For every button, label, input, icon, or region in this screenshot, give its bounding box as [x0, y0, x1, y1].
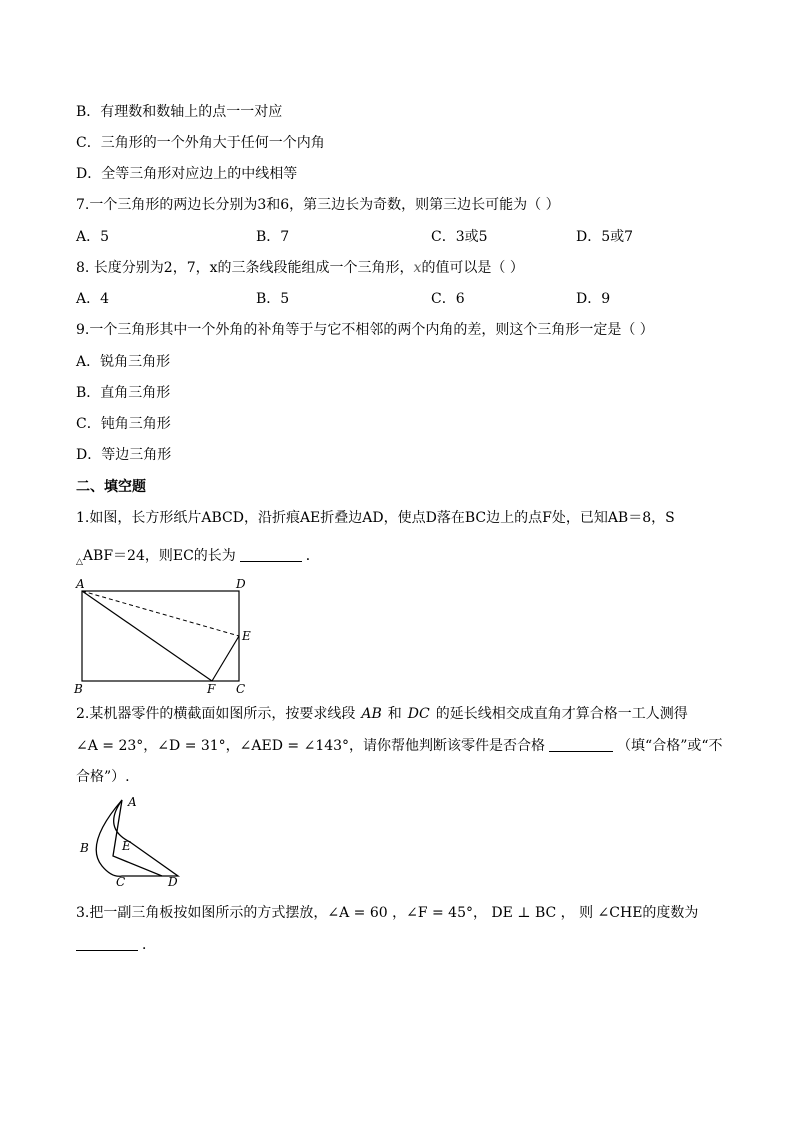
- label-a: A: [128, 795, 137, 809]
- q8-option-d: D．9: [576, 291, 611, 307]
- label-c: C: [116, 875, 126, 888]
- segment-fe: [212, 636, 239, 681]
- label-c: C: [236, 682, 246, 696]
- q8-option-a: A．4: [76, 291, 110, 307]
- rectangle-abcd: [82, 591, 239, 681]
- fq2-line1-post: 的延长线相交成直角才算合格一工人测得: [435, 706, 688, 722]
- q9-option-d: D．等边三角形: [76, 447, 172, 463]
- machine-part-figure: [78, 792, 190, 888]
- q9-option-c: C．钝角三角形: [76, 416, 171, 432]
- fq1-line2-post: ．: [305, 548, 320, 564]
- fq1-answer-blank[interactable]: [240, 547, 302, 562]
- label-e: E: [242, 629, 251, 643]
- label-d: D: [168, 875, 178, 888]
- q8-option-b: B．5: [256, 291, 290, 307]
- fq1-triangle-sub: △: [76, 557, 83, 567]
- fq2-answer-blank[interactable]: [549, 737, 613, 752]
- q8-option-c: C．6: [431, 291, 465, 307]
- label-e: E: [122, 839, 131, 853]
- q7-option-b: B．7: [256, 229, 290, 245]
- label-f: F: [207, 682, 216, 696]
- fq2-line2-post: （填“合格”或“不: [617, 738, 723, 754]
- q8-stem: [76, 258, 524, 278]
- q8-stem-post: 的值可以是（ ）: [421, 260, 524, 276]
- q9-option-a: A．锐角三角形: [76, 354, 171, 370]
- part-outline: [113, 800, 178, 876]
- label-b: B: [80, 841, 89, 855]
- fq2-line2: [76, 736, 723, 756]
- q9-stem: 9.一个三角形其中一个外角的补角等于与它不相邻的两个内角的差，则这个三角形一定是（ ）: [76, 322, 654, 338]
- option-c-top: C．三角形的一个外角大于任何一个内角: [76, 135, 325, 151]
- option-d-top: D．全等三角形对应边上的中线相等: [76, 166, 298, 182]
- fq3-line2: [76, 935, 156, 955]
- fq1-line2-pre: ABF＝24，则EC的长为: [82, 548, 236, 564]
- fq3-line1: 3.把一副三角板按如图所示的方式摆放，∠A = 60 ，∠F = 45°， DE ⊥ BC ， 则 ∠CHE的度数为: [76, 905, 699, 921]
- q7-option-a: A．5: [76, 229, 110, 245]
- fq2-line1: [76, 704, 688, 724]
- option-b-top: B．有理数和数轴上的点一一对应: [76, 104, 283, 120]
- label-a: A: [76, 577, 85, 591]
- q8-stem-pre: 8. 长度分别为2，7，x的三条线段能组成一个三角形，: [76, 260, 414, 276]
- fq3-answer-blank[interactable]: [76, 936, 138, 951]
- fq2-dc: DC: [407, 706, 430, 722]
- q7-option-c: C．3或5: [431, 229, 488, 245]
- fq2-line3: 合格”）.: [76, 769, 130, 785]
- fq2-line1-pre: 2.某机器零件的横截面如图所示，按要求线段: [76, 706, 356, 722]
- fq2-and: 和: [387, 706, 402, 722]
- q8-x-symbol: x: [413, 260, 422, 276]
- fq3-line2-text: ．: [142, 937, 156, 953]
- fq1-line1: 1.如图，长方形纸片ABCD，沿折痕AE折叠边AD，使点D落在BC边上的点F处，已知AB＝8，S: [76, 510, 675, 526]
- q7-stem: 7.一个三角形的两边长分别为3和6，第三边长为奇数，则第三边长可能为（ ）: [76, 197, 560, 213]
- fold-line-ae: [82, 591, 239, 636]
- q9-option-b: B．直角三角形: [76, 385, 171, 401]
- q7-option-d: D．5或7: [576, 229, 634, 245]
- section-heading: 二、填空题: [76, 479, 146, 495]
- fq2-ab: AB: [361, 706, 382, 722]
- label-b: B: [74, 682, 83, 696]
- fq1-line2: [76, 546, 320, 568]
- label-d: D: [236, 577, 246, 591]
- fq2-line2-pre: ∠A = 23°，∠D = 31°，∠AED = ∠143°，请你帮他判断该零件是否合格: [76, 738, 546, 754]
- rectangle-fold-figure: [72, 576, 262, 698]
- segment-af: [82, 591, 212, 681]
